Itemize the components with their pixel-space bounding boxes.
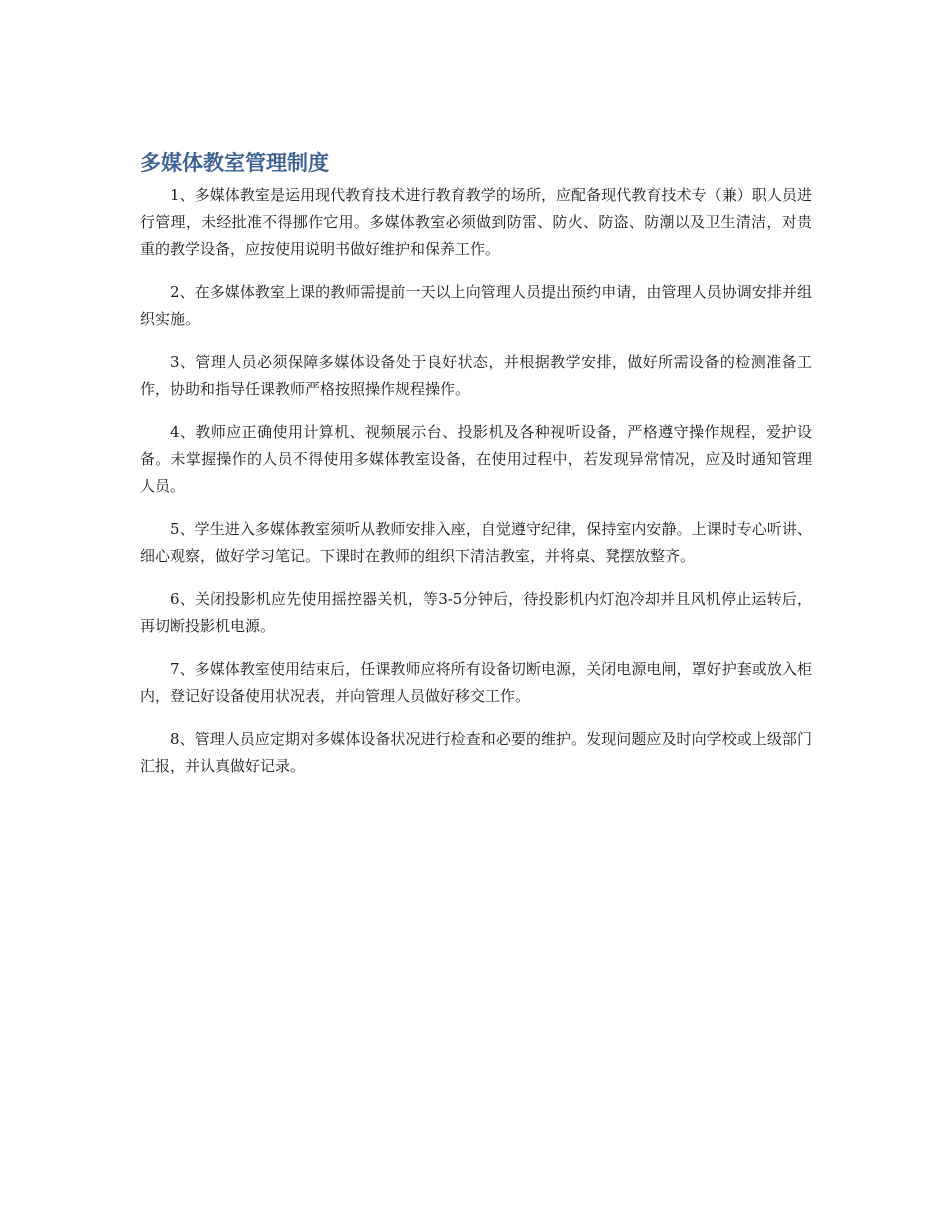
clause-1: 1、多媒体教室是运用现代教育技术进行教育教学的场所，应配备现代教育技术专（兼）职人员进行管理，未经批准不得挪作它用。多媒体教室必须做到防雷、防火、防盗、防潮以及卫生清洁，对贵重的教学设备，应按使用说明书做好维护和保养工作。	[140, 186, 812, 258]
clause-8: 8、管理人员应定期对多媒体设备状况进行检查和必要的维护。发现问题应及时向学校或上级部门汇报，并认真做好记录。	[140, 730, 812, 775]
document-title: 多媒体教室管理制度	[140, 151, 329, 175]
clause-3: 3、管理人员必须保障多媒体设备处于良好状态，并根据教学安排，做好所需设备的检测准备工作，协助和指导任课教师严格按照操作规程操作。	[140, 353, 812, 398]
clause-4: 4、教师应正确使用计算机、视频展示台、投影机及各种视听设备，严格遵守操作规程，爱护设备。未掌握操作的人员不得使用多媒体教室设备，在使用过程中，若发现异常情况，应及时通知管理人员。	[140, 423, 812, 495]
clause-6: 6、关闭投影机应先使用摇控器关机，等3-5分钟后，待投影机内灯泡冷却并且风机停止运转后，再切断投影机电源。	[140, 590, 812, 635]
document-body	[140, 148, 812, 796]
clause-2: 2、在多媒体教室上课的教师需提前一天以上向管理人员提出预约申请，由管理人员协调安排并组织实施。	[140, 283, 812, 328]
clause-7: 7、多媒体教室使用结束后，任课教师应将所有设备切断电源，关闭电源电闸，罩好护套或放入柜内，登记好设备使用状况表，并向管理人员做好移交工作。	[140, 660, 812, 705]
clause-5: 5、学生进入多媒体教室须听从教师安排入座，自觉遵守纪律，保持室内安静。上课时专心听讲、细心观察，做好学习笔记。下课时在教师的组织下清洁教室，并将桌、凳摆放整齐。	[140, 520, 812, 565]
